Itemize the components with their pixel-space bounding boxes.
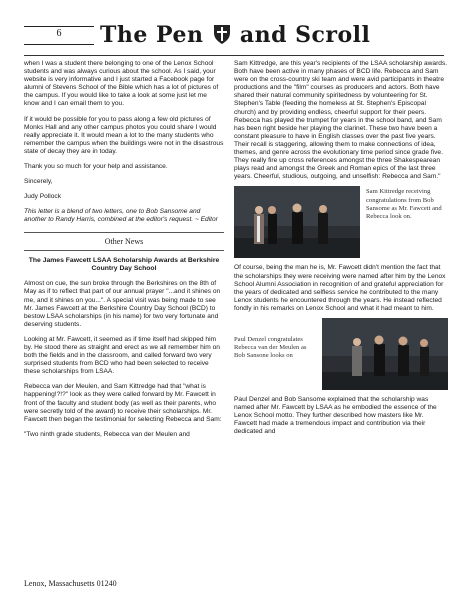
article-paragraph: Of course, being the man he is, Mr. Fawcett didn't mention the fact that the scholarships they were receiving were named after him by the Lenox School Alumni Association in recognition of and grateful appreciation for the years of dedicated and selfless service he contributed to the many Lenox students he encountered through the years. He instead reflected fondly in his remarks on Lenox School and what it had meant to him. [234, 264, 446, 312]
section-label: Other News [24, 232, 224, 251]
masthead-rule [24, 55, 444, 56]
article-paragraph: Sam Kittredge, are this year's recipients of the LSAA scholarship awards. Both have been active in many phases of BCD life. Rebecca and Sam were on the cross-country ski team and were avid participants in theatre productions and the "film" courses as producers and actors. Both have shared their natural community spiritedness by volunteering for St. Stephen's Table (feeding the homeless at St. Stephen's Episcopal church) and by providing endless, cheerful support for their peers. Rebecca has played the trumpet for years in the school band, and Sam has been right beside her playing the clarinet. These two have been a constant pleasure to have in English classes over the past five years. Their recall is staggering, allowing them to make connections of idea, themes, and genre across the evolutionary time period since grade five. They really fire up cross references amongst the three Shakespearean plays read and amongst the Greek and Roman epics of the last three years. Cheerful, studious, outgoing, and unselfish: Rebecca and Sam." [234, 60, 448, 181]
masthead-title-left: The Pen [100, 22, 204, 48]
article-paragraph: Rebecca van der Meulen, and Sam Kittredge had that "what is happening!?!?" look as they were called forward by Mr. Fawcett in front of the faculty and student body (as well as their parents, who were secretly told of the award) to receive their scholarships. Mr. Fawcett then began the testimonial for selecting Rebecca and Sam: [24, 383, 222, 423]
award-photo-2 [322, 318, 448, 390]
photo-caption-2: Paul Denzel congratulates Rebecca van der Meulen as Bob Sansone looks on [234, 335, 307, 360]
letter-paragraph: Thank you so much for your help and assistance. [24, 163, 168, 171]
photo-block-2 [234, 318, 448, 390]
editor-note: This letter is a blend of two letters, one to Bob Sansome and another to Randy Harris, combined at the editor's request. ~ Editor [24, 208, 218, 224]
photo-caption-1: Sam Kittredge receiving congratulations from Bob Sansome as Mr. Fawcett and Rebecca look on. [366, 188, 442, 221]
masthead-rule-left-top [24, 26, 94, 27]
letter-closing: Sincerely, [24, 178, 53, 186]
right-column [234, 60, 448, 443]
letter-paragraph: If it would be possible for you to pass along a few old pictures of Monks Hall and any other campus photos you could share I would really appreciate it. It would mean a lot to the many students who remember the campus when the buildings were not in the disastrous state of decay they are in today. [24, 115, 224, 155]
article-paragraph: Paul Denzel and Bob Sansome explained that the scholarship was named after Mr. Fawcett by LSAA as he embodied the essence of the Lenox School motto. They further described how masters like Mr. Fawcett had made a tremendous impact and contribution via their dedicated and [234, 395, 437, 436]
masthead-title [100, 22, 371, 48]
article-headline: The James Fawcett LSAA Scholarship Awards at Berkshire Country Day School [28, 256, 220, 272]
article-paragraph: Looking at Mr. Fawcett, it seemed as if time itself had skipped him by. He stood there as straight and erect as we all remember him on both the fields and in the classroom, and called forward two very surprised students from BCD who had been selected to receive these scholarships from LSAA. [24, 335, 220, 376]
masthead-rule-left-bottom [24, 44, 94, 45]
letter-signature: Judy Pollock [24, 193, 62, 201]
crest-icon [212, 23, 232, 45]
masthead-title-right: and Scroll [239, 22, 371, 48]
left-column [24, 60, 224, 446]
award-photo-1 [234, 186, 360, 258]
letter-paragraph: when I was a student there belonging to one of the Lenox School students and was always curious about the school. As I said, your website is very informative and I just started a Facebook page for alumni of Stevens School of the Bible which has a lot of pictures of the campus. If you would like to take a look at some just let me know and I can email them to you. [24, 60, 219, 108]
page-number: 6 [56, 28, 62, 39]
footer-location: Lenox, Massachusetts 01240 [24, 579, 117, 588]
photo-block-1 [234, 186, 448, 258]
article-paragraph: Almost on cue, the sun broke through the Berkshires on the 8th of May as if to reflect that part of our annual prayer "...and it shines on me, and it shines on you...". A special visit was being made to see Mr. James Fawcett at the Berkshire Country Day School (BCD) to bestow LSAA scholarships (in his name) for two very fortunate and deserving students. [24, 280, 221, 328]
article-paragraph: "Two ninth grade students, Rebecca van der Meulen and [24, 430, 190, 438]
